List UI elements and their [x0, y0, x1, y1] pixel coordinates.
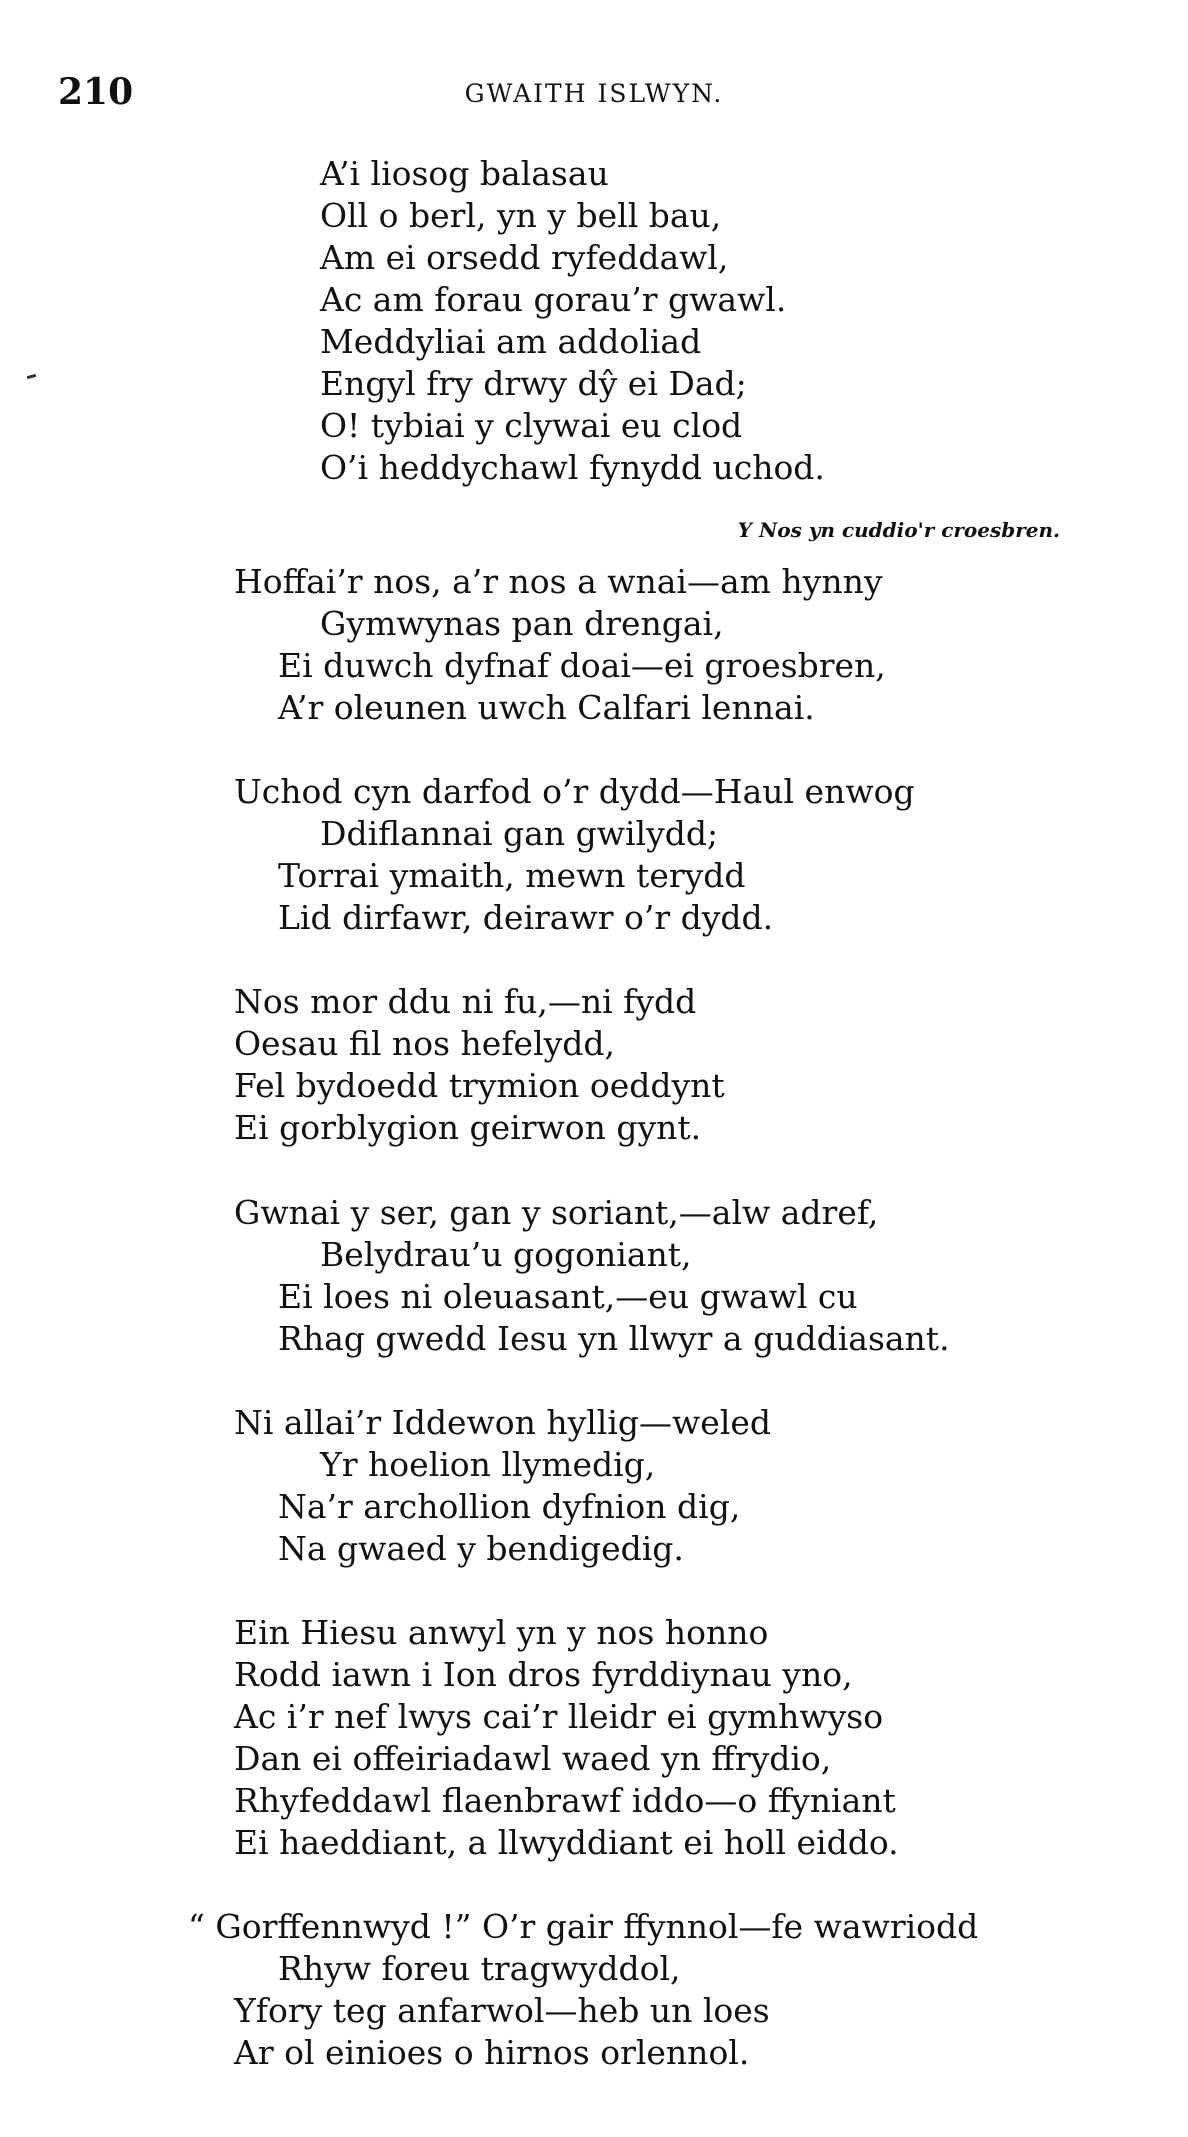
verse-line: Ac i’r nef lwys cai’r lleidr ei gymhwyso	[234, 1697, 884, 1736]
verse-line: Engyl fry drwy dŷ ei Dad;	[320, 364, 747, 403]
verse-line: Gwnai y ser, gan y soriant,—alw adref,	[234, 1193, 879, 1232]
page-number: 210	[58, 71, 134, 113]
verse-line: O! tybiai y clywai eu clod	[320, 406, 743, 445]
verse-line: Lid dirfawr, deirawr o’r dydd.	[278, 898, 774, 937]
verse-line: Ar ol einioes o hirnos orlennol.	[234, 2033, 750, 2072]
verse-line: Belydrau’u gogoniant,	[320, 1235, 692, 1274]
verse-line: Ei haeddiant, a llwyddiant ei holl eiddo.	[234, 1823, 899, 1862]
verse-line: Hoffai’r nos, a’r nos a wnai—am hynny	[234, 562, 883, 601]
verse-line: Na’r archollion dyfnion dig,	[278, 1487, 741, 1526]
verse-line: Na gwaed y bendigedig.	[278, 1529, 684, 1568]
verse-line: Ac am forau gorau’r gwawl.	[320, 280, 787, 319]
verse-line: Ei loes ni oleuasant,—eu gwawl cu	[278, 1277, 858, 1316]
verse-line: Fel bydoedd trymion oeddynt	[234, 1066, 725, 1105]
verse-line: A’r oleunen uwch Calfari lennai.	[278, 688, 815, 727]
verse-line: O’i heddychawl fynydd uchod.	[320, 448, 825, 487]
verse-line: A’i liosog balasau	[320, 154, 609, 193]
verse-line: Meddyliai am addoliad	[320, 322, 702, 361]
verse-line: Rhyfeddawl flaenbrawf iddo—o ffyniant	[234, 1781, 896, 1820]
verse-line: Uchod cyn darfod o’r dydd—Haul enwog	[234, 772, 915, 811]
verse-line: “ Gorffennwyd !” O’r gair ffynnol—fe wawriodd	[188, 1907, 979, 1946]
section-caption: Y Nos yn cuddio'r croesbren.	[737, 518, 1060, 542]
page-header	[0, 72, 1188, 112]
verse-line: Oll o berl, yn y bell bau,	[320, 196, 722, 235]
verse-line: Am ei orsedd ryfeddawl,	[320, 238, 729, 277]
verse-line: Ein Hiesu anwyl yn y nos honno	[234, 1613, 769, 1652]
verse-line: Dan ei offeiriadawl waed yn ffrydio,	[234, 1739, 832, 1778]
verse-line: Ddiflannai gan gwilydd;	[320, 814, 719, 853]
verse-line: Rhyw foreu tragwyddol,	[278, 1949, 681, 1988]
verse-line: Ni allai’r Iddewon hyllig—weled	[234, 1403, 772, 1442]
verse-line: Nos mor ddu ni fu,—ni fydd	[234, 982, 697, 1021]
verse-line: Ei gorblygion geirwon gynt.	[234, 1108, 702, 1147]
verse-line: Oesau fil nos hefelydd,	[234, 1024, 615, 1063]
verse-line: Torrai ymaith, mewn terydd	[278, 856, 746, 895]
running-title: GWAITH ISLWYN.	[464, 79, 724, 108]
verse-line: Ei duwch dyfnaf doai—ei groesbren,	[278, 646, 886, 685]
verse-line: Gymwynas pan drengai,	[320, 604, 724, 643]
verse-line: Rodd iawn i Ion dros fyrddiynau yno,	[234, 1655, 853, 1694]
verse-line: Rhag gwedd Iesu yn llwyr a guddiasant.	[278, 1319, 950, 1358]
verse-line: Yr hoelion llymedig,	[320, 1445, 656, 1484]
margin-mark	[27, 374, 36, 379]
verse-line: Yfory teg anfarwol—heb un loes	[234, 1991, 770, 2030]
